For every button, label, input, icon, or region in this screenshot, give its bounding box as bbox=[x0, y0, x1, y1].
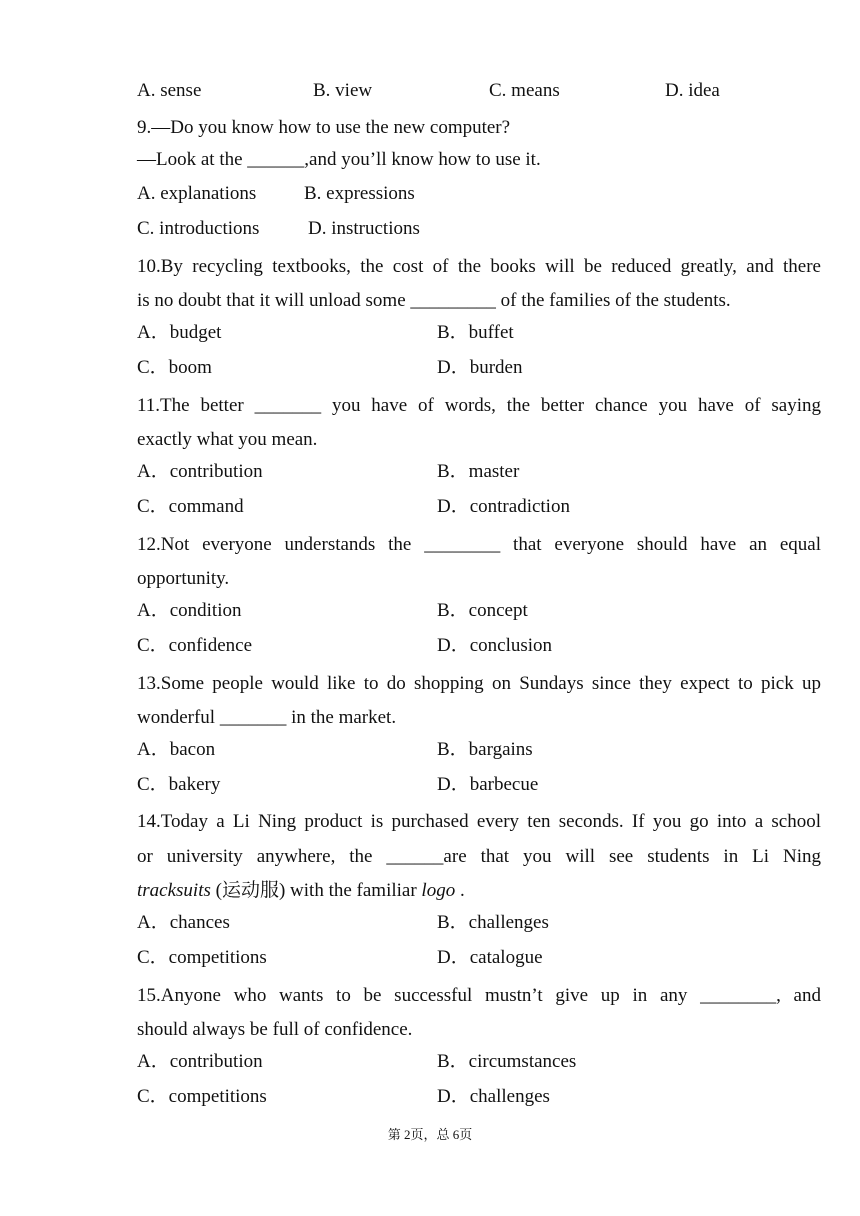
q9-option-a: A. explanations bbox=[137, 183, 257, 204]
q14-option-c: C．competitions bbox=[137, 947, 267, 968]
q15-stem-line1: 15.Anyone who wants to be successful mustn’t give up in any ________, and bbox=[137, 985, 821, 1006]
q8-option-b: B. view bbox=[313, 80, 373, 101]
q10-stem-line1: 10.By recycling textbooks, the cost of the books will be reduced greatly, and there bbox=[137, 256, 821, 277]
q10-option-d: D．burden bbox=[437, 357, 523, 378]
q12-option-c: C．confidence bbox=[137, 635, 253, 656]
q15-option-c: C．competitions bbox=[137, 1086, 267, 1107]
q14-option-a: A．chances bbox=[137, 912, 230, 933]
q14-option-b: B．challenges bbox=[437, 912, 549, 933]
q14-line3-end: . bbox=[455, 880, 465, 901]
q13-stem-line2: wonderful _______ in the market. bbox=[137, 707, 397, 728]
q14-term-logo: logo bbox=[421, 880, 456, 901]
q11-option-b: B．master bbox=[437, 461, 520, 482]
q14-stem-line1: 14.Today a Li Ning product is purchased every ten seconds. If you go into a school bbox=[137, 811, 821, 832]
q12-stem-line2: opportunity. bbox=[137, 568, 230, 589]
q10-option-c: C．boom bbox=[137, 357, 212, 378]
q15-stem-line2: should always be full of confidence. bbox=[137, 1019, 413, 1040]
q11-stem-line1: 11.The better _______ you have of words, the better chance you have of saying bbox=[137, 395, 821, 416]
q8-option-d: D. idea bbox=[665, 80, 720, 101]
q12-stem-line1: 12.Not everyone understands the ________ that everyone should have an equal bbox=[137, 534, 821, 555]
q11-stem-line2: exactly what you mean. bbox=[137, 429, 318, 450]
q8-option-a: A. sense bbox=[137, 80, 202, 101]
q10-option-a: A．budget bbox=[137, 322, 222, 343]
q10-stem-line2: is no doubt that it will unload some _________ of the families of the students. bbox=[137, 290, 731, 311]
page-footer: 第 2页，总 6页 bbox=[387, 1127, 473, 1142]
q12-option-b: B．concept bbox=[437, 600, 528, 621]
q9-stem-line1: 9.—Do you know how to use the new computer? bbox=[137, 117, 511, 138]
q13-option-b: B．bargains bbox=[437, 739, 533, 760]
q15-option-a: A．contribution bbox=[137, 1051, 263, 1072]
q9-stem-line2: —Look at the ______,and you’ll know how to use it. bbox=[137, 149, 541, 170]
q14-option-d: D．catalogue bbox=[437, 947, 543, 968]
q8-option-c: C. means bbox=[489, 80, 560, 101]
q9-option-d: D. instructions bbox=[308, 218, 420, 239]
q11-option-c: C．command bbox=[137, 496, 244, 517]
q9-option-b: B. expressions bbox=[304, 183, 415, 204]
q13-option-c: C．bakery bbox=[137, 774, 221, 795]
q15-option-b: B．circumstances bbox=[437, 1051, 577, 1072]
q14-stem-line2: or university anywhere, the ______are that you will see students in Li Ning bbox=[137, 846, 821, 867]
q15-option-d: D．challenges bbox=[437, 1086, 550, 1107]
q11-option-d: D．contradiction bbox=[437, 496, 570, 517]
q13-option-d: D．barbecue bbox=[437, 774, 539, 795]
q9-option-c: C. introductions bbox=[137, 218, 260, 239]
q13-option-a: A．bacon bbox=[137, 739, 216, 760]
q12-option-d: D．conclusion bbox=[437, 635, 553, 656]
q14-stem-line3 bbox=[137, 879, 821, 903]
q10-option-b: B．buffet bbox=[437, 322, 514, 343]
q11-option-a: A．contribution bbox=[137, 461, 263, 482]
q13-stem-line1: 13.Some people would like to do shopping on Sundays since they expect to pick up bbox=[137, 673, 821, 694]
q12-option-a: A．condition bbox=[137, 600, 242, 621]
q14-term-tracksuits: tracksuits bbox=[137, 880, 211, 901]
q14-line3-middle: (运动服) with the familiar bbox=[210, 880, 422, 901]
